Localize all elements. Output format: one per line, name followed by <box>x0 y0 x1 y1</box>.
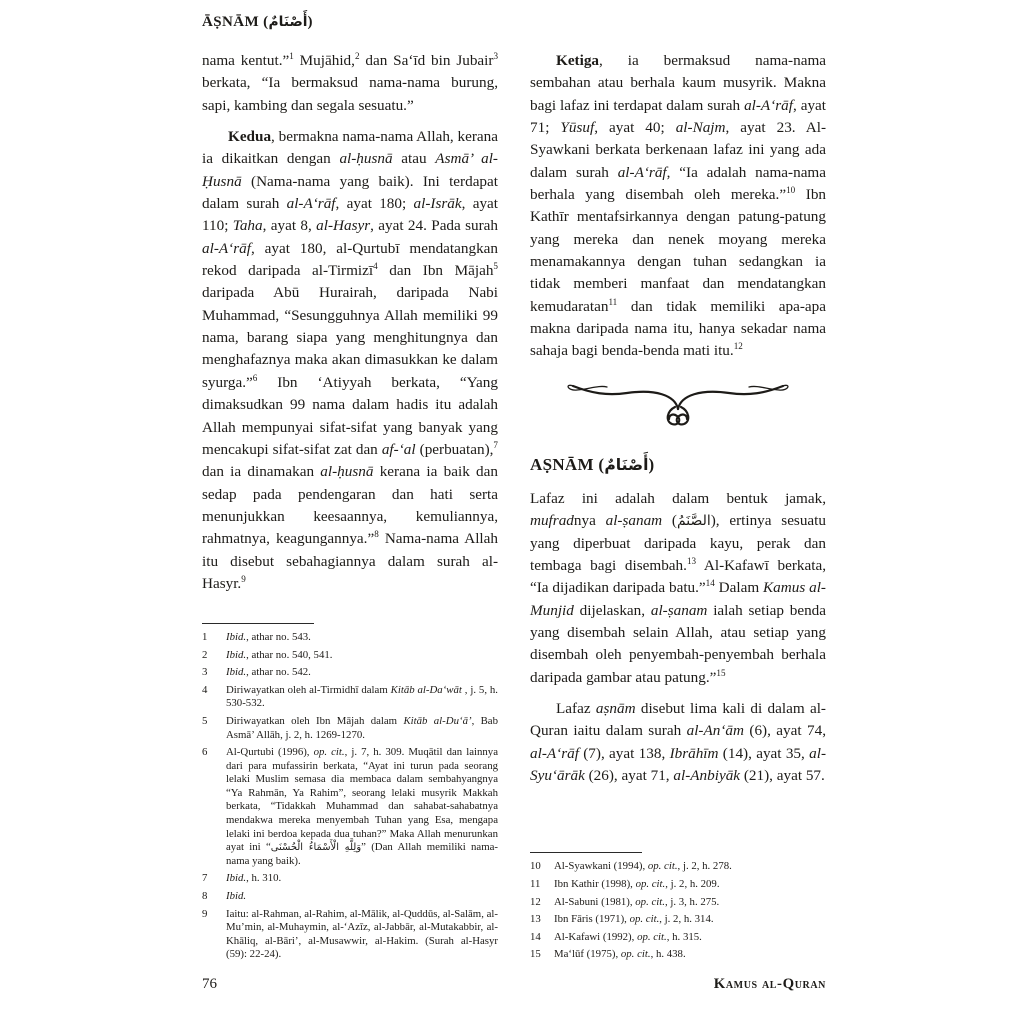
text-run: Al-Kafawi (1992), <box>554 930 638 943</box>
text-run: Mujāhid, <box>293 52 355 69</box>
text-run: al-Najm <box>675 119 726 137</box>
text-run: , ia bermaksud nama-nama sembahan atau berhala kaum musyrik. Makna bagi lafaz ini terdapat dalam surah <box>530 52 826 114</box>
text-run: Kitāb al-Du‘ā’ <box>403 714 472 727</box>
text-run: Ibn ‘Atiyyah berkata, “Yang dimaksudkan 99 nama dalam hadis itu adalah Allah mempunyai sifat-sifat yang banyak yang mencakupi sifat-sifat zat dan <box>202 373 498 458</box>
right-column <box>530 50 826 962</box>
footnote-text <box>554 948 826 962</box>
footnote-ref: 14 <box>705 578 715 589</box>
right-footnotes-section <box>530 852 826 962</box>
footnote-ref: 3 <box>493 50 498 61</box>
text-run: , ayat 24. Pada surah <box>370 217 499 235</box>
text-run: Ibn Kathīr mentafsirkannya dengan patung-patung yang mereka dan nenek moyang mereka menamakannya dengan tuhan sedangkan ia tidak memberi manfaat dan mendatangkan kemudaratan <box>530 186 827 315</box>
footnote <box>530 931 826 945</box>
arabic-text: أَصْنَامٌ <box>268 14 308 30</box>
text-run: , h. 315. <box>666 930 702 943</box>
left-footnotes-section <box>202 623 498 962</box>
text-run: , athar no. 540, 541. <box>246 648 333 661</box>
footnote-number: 13 <box>530 913 541 926</box>
footnote <box>530 913 826 927</box>
footnote-ref: 7 <box>493 439 498 450</box>
footnote <box>530 896 826 910</box>
text-run: ) <box>648 454 655 474</box>
text-run: al-Hasyr <box>316 217 371 235</box>
text-run: Al-Kafawī berkata, “Ia dijadikan daripada batu.” <box>530 556 826 597</box>
text-run: , j. 2, h. 278. <box>677 860 732 873</box>
footnote <box>202 872 498 886</box>
footnote-text <box>554 878 826 892</box>
footnote-ref: 15 <box>716 667 726 678</box>
text-run: Al-Syawkani (1994), <box>554 860 648 873</box>
arabic-text: الصَّنَمُ <box>676 513 711 530</box>
footnote-text <box>226 872 498 886</box>
paragraph <box>530 488 826 689</box>
footnote-ref: 4 <box>373 261 378 272</box>
paragraph <box>530 698 826 787</box>
text-run: op. cit. <box>637 930 667 943</box>
footnote-text <box>226 631 498 645</box>
text-run: (21), ayat 57. <box>740 766 825 784</box>
text-run: Nama-nama Allah itu disebut sebahagiannya dalam surah al-Hasyr. <box>202 530 498 592</box>
text-run: af-‘al <box>381 440 416 458</box>
text-run: Ketiga <box>556 52 600 69</box>
footnote <box>202 649 498 663</box>
text-run: nya <box>573 512 606 530</box>
footnote-number: 7 <box>202 872 208 885</box>
text-run: Kitāb al-Da‘wāt <box>390 683 462 696</box>
text-run: dan Sa‘īd bin Jubair <box>359 52 494 69</box>
footnote-text <box>226 649 498 663</box>
right-body-paragraphs-top <box>530 50 826 363</box>
text-run: , athar no. 542. <box>246 666 311 679</box>
page-number: 76 <box>202 976 217 992</box>
text-run: Kamus al-Munjid <box>530 579 826 619</box>
footnote <box>530 860 826 874</box>
footnote-number: 9 <box>202 907 208 920</box>
arabic-text: وَلِلَّهِ الْأَسْمَاءُ الْحُسْنَى <box>270 842 362 854</box>
text-run: op. cit. <box>620 948 651 961</box>
text-run: atau <box>392 150 436 168</box>
text-run: , athar no. 543. <box>246 630 311 643</box>
text-run: Ibn Fāris (1971), <box>554 913 630 926</box>
footnote-separator-rule <box>530 852 642 853</box>
text-run: al-Isrāk <box>413 195 462 213</box>
text-run: , ayat 23. Al-Syawkani berkata berkenaan lafaz ini yang ada dalam surah <box>530 119 826 181</box>
text-run: Yūsuf <box>560 119 595 137</box>
text-run: Iaitu: al-Rahman, al-Rahim, al-Mālik, al-Quddūs, al-Salām, al-Mu’min, al-Muhaymin, al-‘Azīz, al-Jabbār, al-Mutakabbir, al-Khāliq, al-Bāri’, al-Musawwir, al-Hakim. (Surah al-Hasyr (59): 22-24). <box>226 907 498 961</box>
footnote-text <box>226 908 498 962</box>
footnote-ref: 9 <box>241 573 246 584</box>
footnote-text <box>554 896 826 910</box>
text-run: al-ṣanam <box>650 601 708 619</box>
footnote-number: 1 <box>202 630 208 643</box>
footnote-text <box>226 666 498 680</box>
text-run: (26), ayat 71, <box>584 766 674 784</box>
footnote <box>202 715 498 742</box>
text-run: Ibid. <box>226 666 247 679</box>
text-run: Al-Sabuni (1981), <box>554 895 636 908</box>
footnote-text <box>554 913 826 927</box>
text-run: nama kentut.” <box>202 52 290 69</box>
text-run: disebut lima kali di dalam al-Quran iaitu dalam surah <box>530 699 826 740</box>
text-run: , ayat 71; <box>530 96 827 137</box>
text-run: , j. 5, h. 530-532. <box>226 683 499 710</box>
text-run: ” (Dan Allah memiliki nama-nama yang baik). <box>226 841 498 867</box>
text-run: ) <box>307 14 313 30</box>
footnote-number: 12 <box>530 895 541 908</box>
text-run: al-Syu‘ārāk <box>530 744 826 784</box>
text-run: (perbuatan), <box>415 440 494 458</box>
text-columns <box>202 50 826 962</box>
footnote-text <box>226 746 498 868</box>
paragraph <box>202 50 498 117</box>
text-run: , ayat 8, <box>262 217 317 235</box>
text-run: op. cit. <box>313 746 345 759</box>
footnote-separator-rule <box>202 623 314 624</box>
text-run: dan tidak memiliki apa-apa makna daripada nama itu, hanya sekadar nama sahaja bagi benda-benda mati itu. <box>530 297 826 360</box>
footnote-text <box>226 715 498 742</box>
text-run: al-A‘rāf <box>617 163 667 181</box>
text-run: al-A‘rāf <box>286 195 336 213</box>
text-run: ialah setiap benda yang disembah selain Allah, atau setiap yang disembah oleh penyembah-penyembah berhala daripada gambar atau patung.” <box>530 601 827 686</box>
text-run: , bermakna nama-nama Allah, kerana ia dikaitkan dengan <box>202 128 498 168</box>
left-body-paragraphs <box>202 50 498 595</box>
text-run: , h. 310. <box>246 872 282 885</box>
text-run: dijelaskan, <box>573 601 651 619</box>
footnote-number: 4 <box>202 683 208 696</box>
footnote-number: 2 <box>202 648 208 661</box>
text-run: op. cit. <box>629 913 660 926</box>
text-run: , ayat 110; <box>202 195 498 235</box>
text-run: al-A‘rāf <box>530 744 579 762</box>
footnote-number: 6 <box>202 746 208 759</box>
text-run: , h. 438. <box>650 948 686 961</box>
page-footer <box>202 976 826 993</box>
text-run: al-A‘rāf <box>202 239 251 257</box>
text-run: Asmā’ al-Ḥusnā <box>202 150 498 190</box>
text-run: Dalam <box>714 579 764 597</box>
text-run: Ibn Kathir (1998), <box>554 878 636 891</box>
footnote-ref: 8 <box>374 529 379 540</box>
footnote-ref: 2 <box>354 50 360 61</box>
text-run: Kedua <box>228 128 272 146</box>
footnote-ref: 6 <box>252 372 258 383</box>
text-run: , ayat 180; <box>335 195 414 213</box>
text-run: al-ṣanam <box>605 512 663 530</box>
text-run: dan ia dinamakan <box>202 463 321 481</box>
text-run: al-ḥusnā <box>320 463 374 481</box>
right-body-paragraphs-bottom <box>530 488 826 787</box>
text-run: kerana ia baik dan sedap pada pendengaran dan hati serta menunjukkan keesaannya, kemuliannya, rahmatnya, keagungannya.” <box>202 463 498 548</box>
book-title: Kamus al-Quran <box>713 976 826 992</box>
text-run: daripada Abū Hurairah, daripada Nabi Muhammad, “Sesungguhnya Allah memiliki 99 nama, barang siapa yang menghitungnya dan menghafaznya maka akan dimasukkan ke dalam syurga.” <box>202 284 498 391</box>
text-run: ), ertinya sesuatu yang diperbuat daripada kayu, perak dan tembaga bagi disembah. <box>530 512 826 574</box>
text-run: Taha <box>232 217 263 235</box>
text-run: (14), ayat 35, <box>718 744 810 762</box>
text-run: Lafaz <box>556 699 596 717</box>
text-run: op. cit. <box>635 895 665 908</box>
running-head <box>202 14 313 31</box>
footnote-ref: 13 <box>686 555 697 566</box>
footnote-ref: 5 <box>493 261 498 272</box>
text-run: ( <box>662 512 677 530</box>
text-run: Ibid. <box>226 872 247 885</box>
text-run: AṢNĀM ( <box>530 454 605 474</box>
footnote-text <box>554 931 826 945</box>
text-run: al-A‘rāf <box>744 96 793 114</box>
footnote <box>202 631 498 645</box>
arabic-text: أَصْنَامٌ <box>604 454 649 474</box>
text-run: , j. 3, h. 275. <box>664 895 720 908</box>
text-run: Ma‘lūf (1975), <box>554 948 621 961</box>
text-run: , Bab Asmā’ Allāh, j. 2, h. 1269-1270. <box>226 714 498 741</box>
footnote-ref: 1 <box>289 50 294 61</box>
text-run: mufrad <box>530 512 574 530</box>
text-run: op. cit. <box>647 860 678 873</box>
text-run: (7), ayat 138, <box>578 744 670 762</box>
text-run: op. cit. <box>635 878 666 891</box>
footnote <box>530 948 826 962</box>
text-run: Ibid. <box>226 890 247 903</box>
text-run: al-An‘ām <box>686 722 744 740</box>
text-run: (Nama-nama yang baik). Ini terdapat dalam surah <box>202 172 498 213</box>
footnote-number: 5 <box>202 714 208 727</box>
text-run: , “Ia adalah nama-nama berhala yang disembah oleh mereka.” <box>530 163 826 204</box>
text-run: Diriwayatkan oleh Ibn Mājah dalam <box>226 714 404 727</box>
text-run: Diriwayatkan oleh al-Tirmidhī dalam <box>226 683 391 696</box>
paragraph <box>202 126 498 595</box>
footnote-text <box>226 684 498 711</box>
footnote-ref: 10 <box>786 185 796 195</box>
text-run: , ayat 180, al-Qurtubī mendatangkan rekod daripada al-Tirmizī <box>202 239 498 280</box>
footnote-number: 15 <box>530 948 541 961</box>
left-footnotes-list <box>202 631 498 962</box>
footnote-ref: 12 <box>733 341 743 352</box>
paragraph <box>530 50 826 363</box>
entry-heading <box>530 455 826 475</box>
text-run: Ibid. <box>226 648 247 661</box>
left-column <box>202 50 498 962</box>
flourish-divider-ornament <box>563 377 793 431</box>
footnote <box>530 878 826 892</box>
text-run: Ibrāhīm <box>669 744 719 762</box>
right-footnotes-list <box>530 860 826 962</box>
text-run: aṣnām <box>595 699 636 717</box>
text-run: Ibid. <box>226 630 247 643</box>
text-run: , ayat 40; <box>594 119 676 137</box>
footnote-number: 10 <box>530 860 541 873</box>
footnote <box>202 746 498 868</box>
text-run: ĀṢNĀM ( <box>202 14 269 30</box>
footnote-text <box>554 860 826 874</box>
text-run: , j. 7, h. 309. Muqātil dan lainnya dari para mufassirin berkata, “Ayat ini turun pada seorang lelaki Muslim semasa dia membaca dalam sembahyangnya “Ya Rahmān, Ya Rahim”, seorang lelaki musyrik Makkah berkata, “Tidakkah Muhammad dan sahabat-sahabatnya mendakwa mereka menyembah Tuhan yang Esa, mengapa lelaki ini berdoa kepada dua tuhan?” Maka Allah menurunkan ayat ini “ <box>226 746 498 854</box>
footnote <box>202 666 498 680</box>
footnote-text <box>226 890 498 904</box>
text-run: dan Ibn Mājah <box>377 262 494 280</box>
footnote-number: 8 <box>202 890 208 903</box>
footnote <box>202 684 498 711</box>
text-run: , j. 2, h. 314. <box>659 913 714 926</box>
footnote <box>202 890 498 904</box>
text-run: , j. 2, h. 209. <box>665 878 720 891</box>
footnote-number: 11 <box>530 878 541 891</box>
text-run: Al-Qurtubi (1996), <box>226 746 314 759</box>
footnote-ref: 11 <box>608 296 618 307</box>
text-run: Lafaz ini adalah dalam bentuk jamak, <box>530 489 826 507</box>
text-run: al-Anbiyāk <box>673 766 741 784</box>
text-run: (6), ayat 74, <box>743 722 827 740</box>
footnote-number: 3 <box>202 666 208 679</box>
text-run: al-ḥusnā <box>339 150 393 168</box>
footnote <box>202 908 498 962</box>
text-run: berkata, “Ia bermaksud nama-nama burung, sapi, kambing dan segala sesuatu.” <box>202 74 498 114</box>
footnote-number: 14 <box>530 930 541 943</box>
